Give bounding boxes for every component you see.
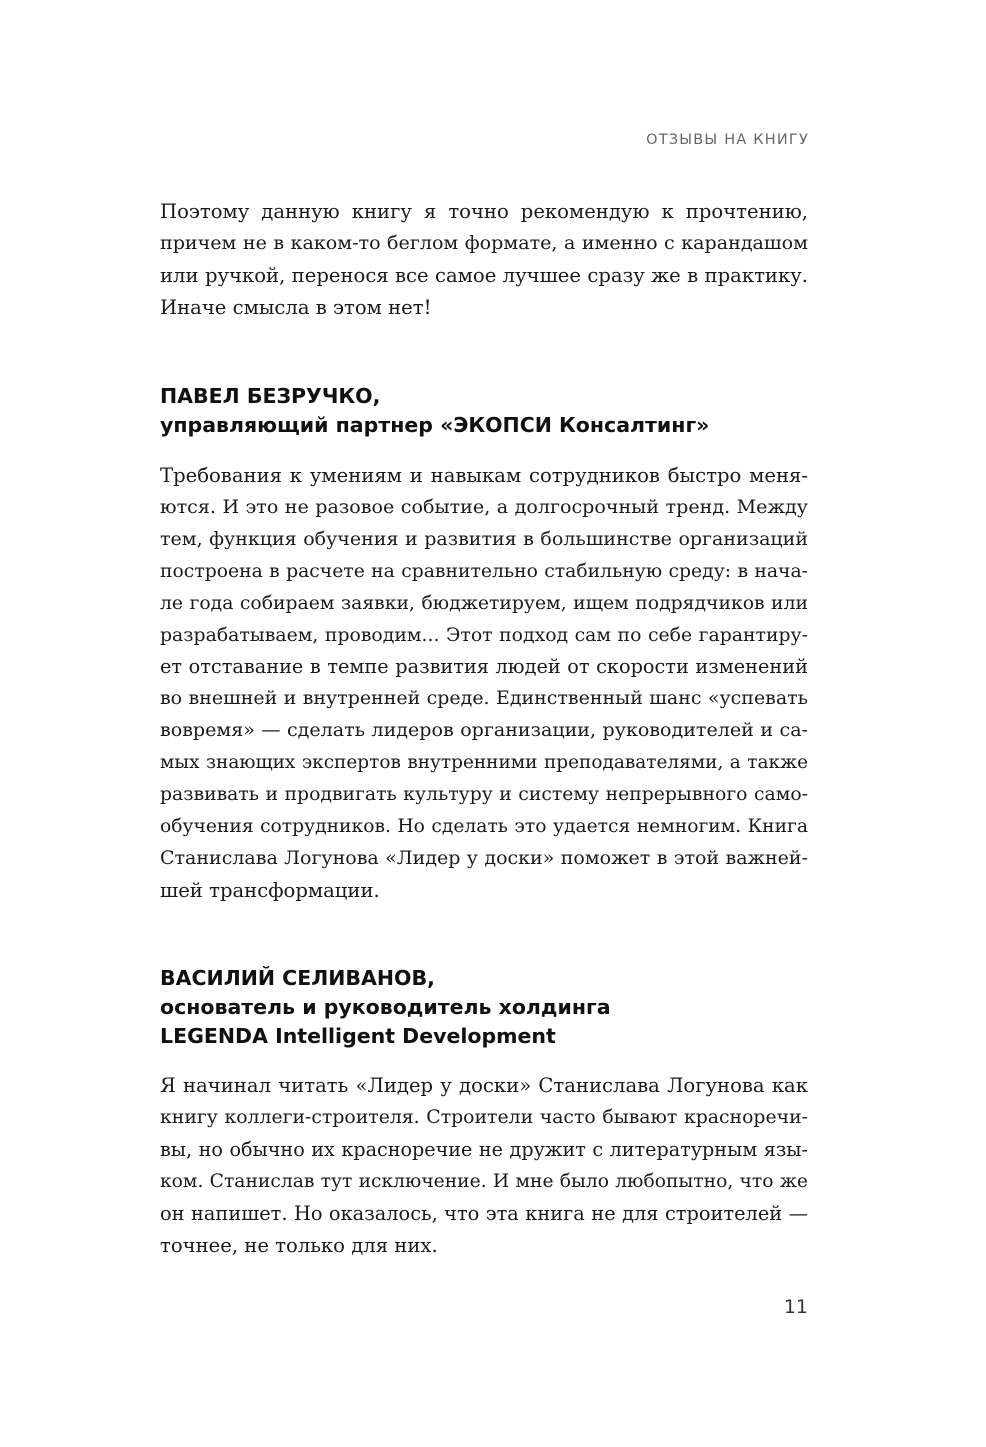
reviewer-name: ВАСИЛИЙ СЕЛИВАНОВ, bbox=[160, 966, 435, 990]
reviewer-company: LEGENDA Intelligent Development bbox=[160, 1024, 556, 1048]
text-line: ет отставание в темпе развития людей от скорости изменений bbox=[160, 655, 808, 679]
review-text-bezruchko bbox=[160, 460, 808, 907]
text-line: Станислава Логунова «Лидер у доски» поможет в этой важней- bbox=[160, 846, 808, 869]
paragraph-text bbox=[160, 460, 808, 907]
reviewer-name: ПАВЕЛ БЕЗРУЧКО, bbox=[160, 384, 381, 408]
text-line: Иначе смысла в этом нет! bbox=[160, 295, 432, 319]
text-line: он напишет. Но оказалось, что эта книга не для строителей — bbox=[160, 1201, 808, 1225]
text-line: развивать и продвигать культуру и систему непрерывного само- bbox=[160, 784, 808, 806]
reviewer-title: управляющий партнер «ЭКОПСИ Консалтинг» bbox=[160, 413, 710, 437]
text-line: или ручкой, перенося все самое лучшее сразу же в практику. bbox=[160, 263, 808, 287]
text-line: ком. Станислав тут исключение. И мне было любопытно, что же bbox=[160, 1170, 808, 1192]
text-line: книгу коллеги-строителя. Строители часто бывают красноречи- bbox=[160, 1106, 808, 1128]
reviewer-title: основатель и руководитель холдинга bbox=[160, 995, 611, 1019]
reviewer-heading bbox=[160, 964, 808, 1051]
text-line: причем не в каком-то беглом формате, а именно с карандашом bbox=[160, 231, 808, 254]
text-line: во внешней и внутренней среде. Единственный шанс «успевать bbox=[160, 687, 808, 710]
text-line: тем, функция обучения и развития в большинстве организаций bbox=[160, 527, 808, 550]
text-line: точнее, не только для них. bbox=[160, 1233, 438, 1257]
page-number: 11 bbox=[783, 1296, 808, 1318]
text-line: шей трансформации. bbox=[160, 878, 380, 902]
text-line: Поэтому данную книгу я точно рекомендую к прочтению, bbox=[160, 200, 808, 223]
text-line: вовремя» — сделать лидеров организации, руководителей и са- bbox=[160, 719, 808, 742]
review-heading-selivanov bbox=[160, 964, 808, 1051]
review-heading-bezruchko bbox=[160, 382, 808, 440]
text-line: мых знающих экспертов внутренними преподавателями, а также bbox=[160, 752, 808, 774]
running-head: ОТЗЫВЫ НА КНИГУ bbox=[646, 132, 809, 148]
text-line: разрабатываем, проводим... Этот подход сам по себе гарантиру- bbox=[160, 624, 808, 646]
text-line: ются. И это не разовое событие, а долгосрочный тренд. Между bbox=[160, 495, 808, 518]
text-line: Требования к умениям и навыкам сотрудников быстро меня- bbox=[160, 464, 808, 487]
text-line: построена в расчете на сравнительно стабильную среду: в нача- bbox=[160, 560, 808, 582]
reviewer-heading bbox=[160, 382, 808, 440]
paragraph-text bbox=[160, 1070, 808, 1261]
paragraph-continuation bbox=[160, 196, 808, 324]
text-line: ле года собираем заявки, бюджетируем, ищем подрядчиков или bbox=[160, 592, 808, 614]
paragraph-text bbox=[160, 196, 808, 324]
text-line: вы, но обычно их красноречие не дружит с литературным язы- bbox=[160, 1137, 808, 1161]
text-line: обучения сотрудников. Но сделать это удается немногим. Книга bbox=[160, 815, 808, 837]
review-text-selivanov bbox=[160, 1070, 808, 1261]
text-line: Я начинал читать «Лидер у доски» Станислава Логунова как bbox=[160, 1074, 808, 1097]
